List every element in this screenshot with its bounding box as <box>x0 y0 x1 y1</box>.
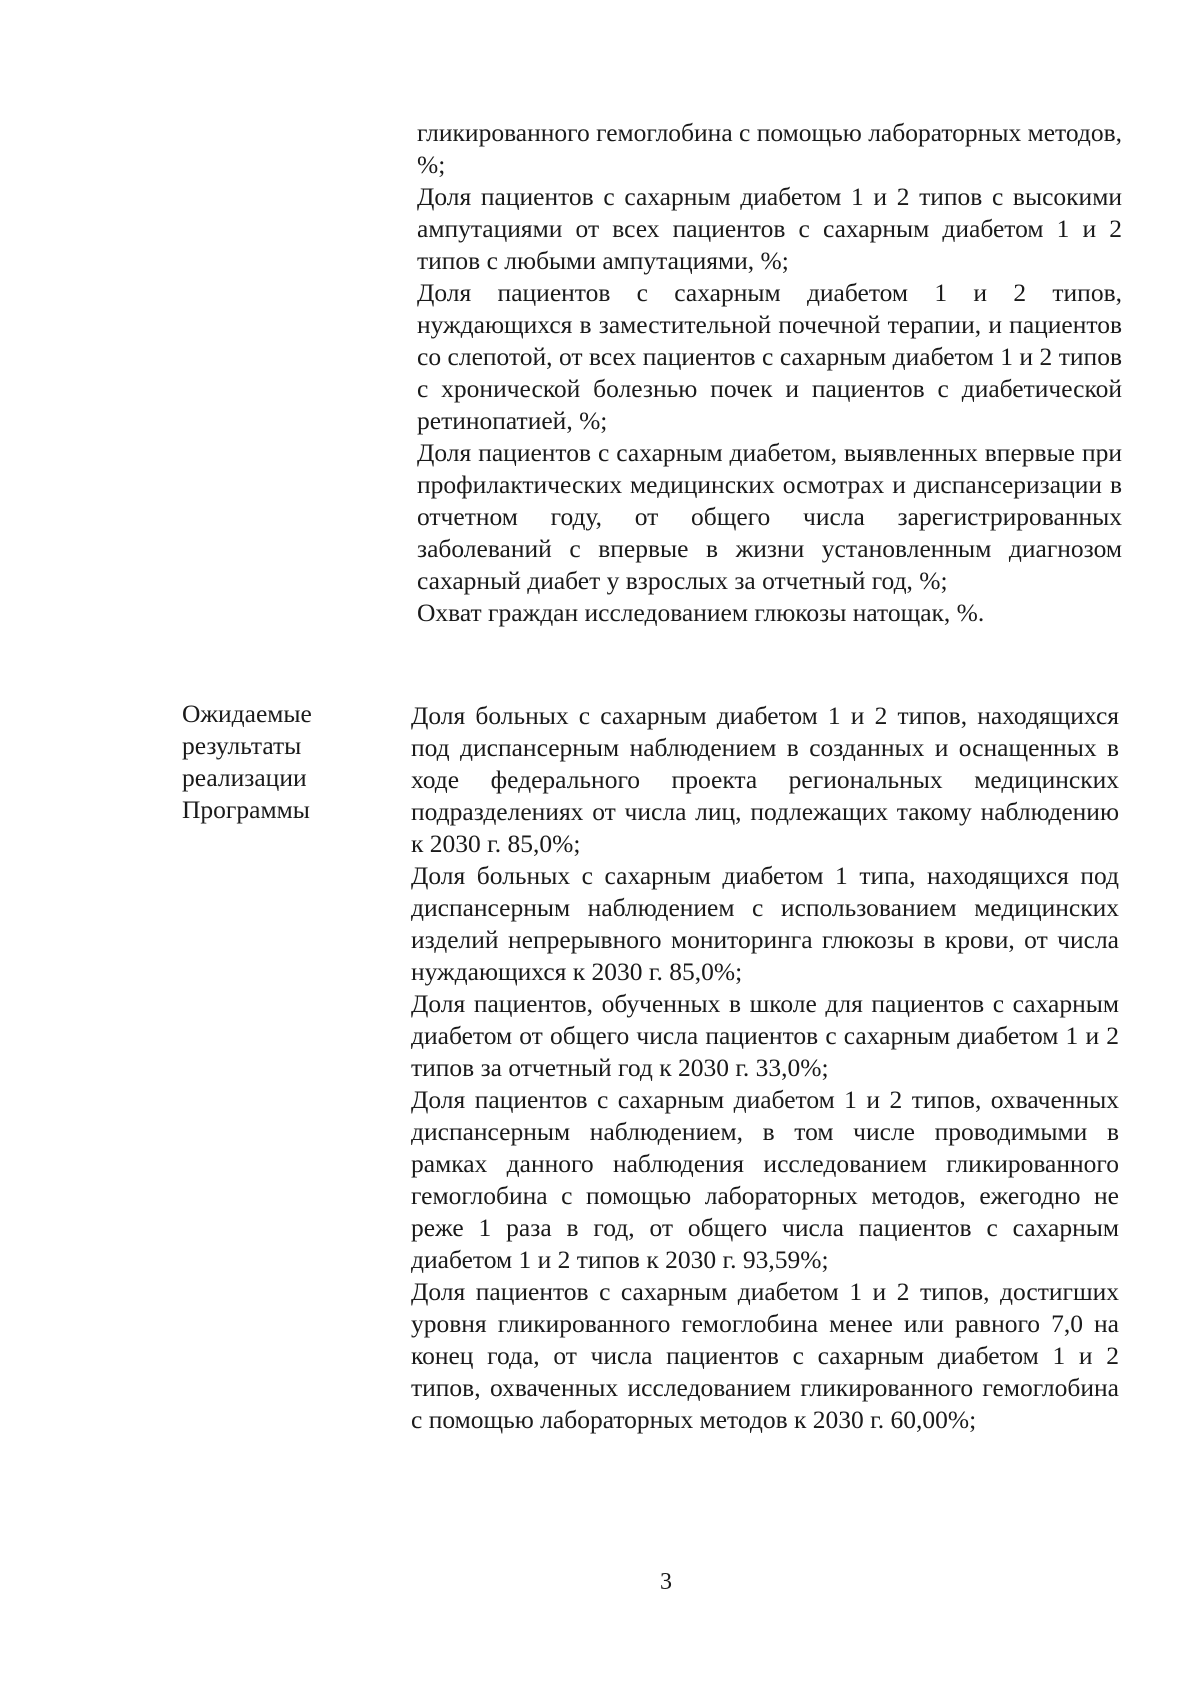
expected-results-label <box>182 698 382 826</box>
result-paragraph: Доля пациентов с сахарным диабетом 1 и 2 типов, охваченных диспансерным наблюдением, в том числе проводимыми в рамках данного наблюдения исследованием гликированного гемоглобина с помощью лабораторных методов, ежегодно не реже 1 раза в год, от общего числа пациентов с сахарным диабетом 1 и 2 типов к 2030 г. 93,59%; <box>411 1085 1119 1274</box>
indicators-continuation <box>417 117 1122 629</box>
indicator-paragraph: Доля пациентов с сахарным диабетом 1 и 2 типов, нуждающихся в заместительной почечной терапии, и пациентов со слепотой, от всех пациентов с сахарным диабетом 1 и 2 типов с хронической болезнью почек и пациентов с диабетической ретинопатией, %; <box>417 278 1122 435</box>
indicator-paragraph: гликированного гемоглобина с помощью лабораторных методов, %; <box>417 118 1122 179</box>
result-paragraph: Доля больных с сахарным диабетом 1 и 2 типов, находящихся под диспансерным наблюдением в созданных и оснащенных в ходе федерального проекта региональных медицинских подразделениях от числа лиц, подлежащих такому наблюдению к 2030 г. 85,0%; <box>411 701 1119 858</box>
result-paragraph: Доля пациентов с сахарным диабетом 1 и 2 типов, достигших уровня гликированного гемоглобина менее или равного 7,0 на конец года, от числа пациентов с сахарным диабетом 1 и 2 типов, охваченных исследованием гликированного гемоглобина с помощью лабораторных методов к 2030 г. 60,00%; <box>411 1277 1119 1434</box>
result-paragraph: Доля пациентов, обученных в школе для пациентов с сахарным диабетом от общего числа пациентов с сахарным диабетом 1 и 2 типов за отчетный год к 2030 г. 33,0%; <box>411 989 1119 1082</box>
indicator-paragraph: Доля пациентов с сахарным диабетом 1 и 2 типов с высокими ампутациями от всех пациентов с сахарным диабетом 1 и 2 типов с любыми ампутациями, %; <box>417 182 1122 275</box>
label-line: результаты <box>182 731 302 760</box>
label-line: Программы <box>182 795 310 824</box>
indicator-paragraph: Доля пациентов с сахарным диабетом, выявленных впервые при профилактических медицинских осмотрах и диспансеризации в отчетном году, от общего числа зарегистрированных заболеваний с впервые в жизни установленным диагнозом сахарный диабет у взрослых за отчетный год, %; <box>417 438 1122 595</box>
indicator-paragraph: Охват граждан исследованием глюкозы натощак, %. <box>417 598 985 627</box>
page-number-text: 3 <box>660 1569 672 1595</box>
label-line: реализации <box>182 763 307 792</box>
page-number <box>0 1567 1200 1597</box>
expected-results-content <box>411 700 1119 1436</box>
label-line: Ожидаемые <box>182 699 312 728</box>
result-paragraph: Доля больных с сахарным диабетом 1 типа, находящихся под диспансерным наблюдением с использованием медицинских изделий непрерывного мониторинга глюкозы в крови, от числа нуждающихся к 2030 г. 85,0%; <box>411 861 1119 986</box>
